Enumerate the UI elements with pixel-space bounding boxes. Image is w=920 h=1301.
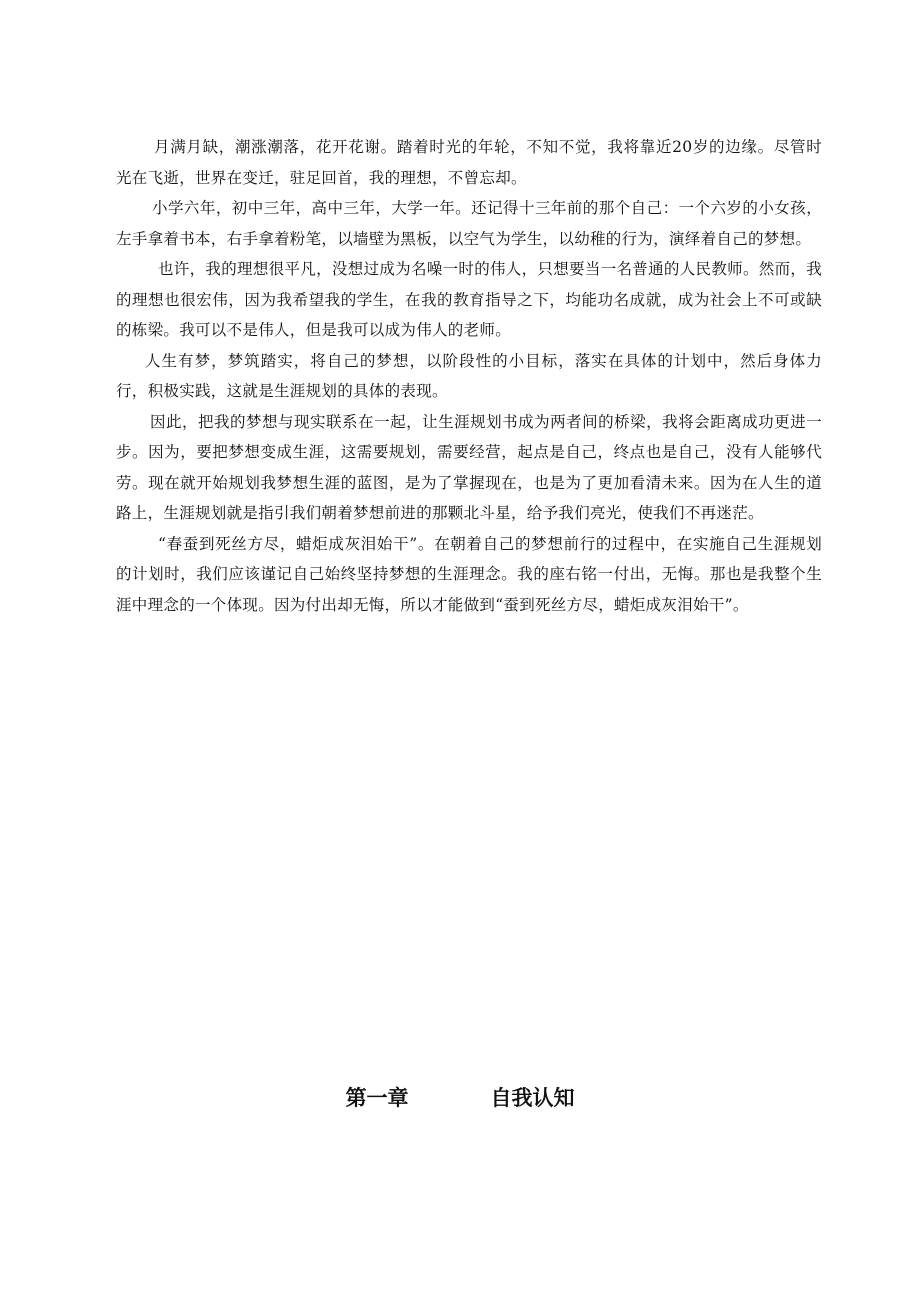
paragraph: 月满月缺，潮涨潮落，花开花谢。踏着时光的年轮，不知不觉，我将靠近20岁的边缘。尽管时光在飞逝，世界在变迁，驻足回首，我的理想，不曾忘却。: [116, 138, 822, 187]
paragraph: 也许，我的理想很平凡，没想过成为名噪一时的伟人，只想要当一名普通的人民教师。然而，我的理想也很宏伟，因为我希望我的学生，在我的教育指导之下，均能功名成就，成为社会上不可或缺的栋梁。我可以不是伟人，但是我可以成为伟人的老师。: [116, 260, 822, 339]
body-text: [116, 132, 822, 620]
paragraph: 人生有梦，梦筑踏实，将自己的梦想，以阶段性的小目标，落实在具体的计划中，然后身体力行，积极实践，这就是生涯规划的具体的表现。: [116, 351, 822, 400]
chapter-title: 自我认知: [490, 1086, 575, 1110]
paragraph: 因此，把我的梦想与现实联系在一起，让生涯规划书成为两者间的桥梁，我将会距离成功更进一步。因为，要把梦想变成生涯，这需要规划，需要经营，起点是自己，终点也是自己，没有人能够代劳。现在就开始规划我梦想生涯的蓝图，是为了掌握现在，也是为了更加看清未来。因为在人生的道路上，生涯规划就是指引我们朝着梦想前进的那颗北斗星，给予我们亮光，使我们不再迷茫。: [116, 412, 822, 522]
paragraph: 小学六年，初中三年，高中三年，大学一年。还记得十三年前的那个自己：一个六岁的小女孩，左手拿着书本，右手拿着粉笔，以墙壁为黑板，以空气为学生，以幼稚的行为，演绎着自己的梦想。: [116, 199, 822, 248]
chapter-number: 第一章: [345, 1086, 409, 1110]
chapter-heading: [0, 1082, 920, 1114]
paragraph: “春蚕到死丝方尽，蜡炬成灰泪始干”。在朝着自己的梦想前行的过程中，在实施自己生涯规划的计划时，我们应该谨记自己始终坚持梦想的生涯理念。我的座右铭一付出，无悔。那也是我整个生涯中理念的一个体现。因为付出却无悔，所以才能做到“蚕到死丝方尽，蜡炬成灰泪始干”。: [116, 534, 822, 614]
